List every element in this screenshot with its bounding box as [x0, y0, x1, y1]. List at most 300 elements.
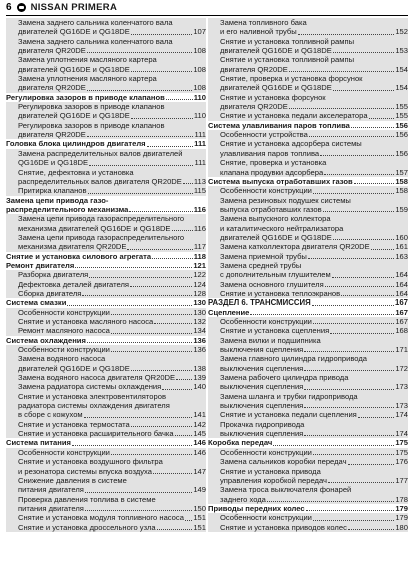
- toc-entry-text: Замена распределительных валов двигателей: [18, 148, 183, 158]
- toc-entry: [6, 373, 206, 382]
- toc-entry: [6, 420, 206, 429]
- toc-entry: [208, 382, 408, 391]
- leader-dots: [289, 107, 395, 109]
- toc-entry-text: выключения сцепления: [220, 401, 304, 411]
- leader-dots: [333, 51, 395, 53]
- leader-dots: [166, 98, 193, 100]
- leader-dots: [75, 266, 192, 268]
- toc-entry-text: Замена приемной трубы: [220, 251, 307, 261]
- leader-dots: [129, 210, 192, 212]
- toc-entry-text: Замена главного цилиндра гидропривода: [220, 354, 367, 364]
- toc-entry-text: Замена цепи привода газо-: [6, 195, 109, 205]
- toc-heading: [6, 438, 206, 447]
- toc-entry: [208, 429, 408, 438]
- toc-page-number: 122: [193, 270, 206, 280]
- toc-entry-text: Система смазки: [6, 298, 67, 308]
- toc-entry: [208, 74, 408, 83]
- toc-entry: [6, 121, 206, 130]
- toc-entry-text: Система охлаждения: [6, 335, 86, 345]
- leader-dots: [87, 135, 194, 137]
- leader-dots: [369, 117, 395, 119]
- toc-entry-text: Головка блока цилиндров двигателя: [6, 139, 146, 149]
- toc-page-number: 173: [395, 401, 408, 411]
- toc-entry-text: Ремонт двигателя: [6, 260, 75, 270]
- toc-entry: [208, 27, 408, 36]
- toc-entry-text: питания двигателя: [18, 485, 84, 495]
- toc-page-number: 164: [395, 288, 408, 298]
- toc-page-number: 110: [193, 92, 206, 102]
- toc-entry-text: Особенности конструкции: [220, 513, 312, 523]
- toc-entry-text: и резонатора системы впуска воздуха: [18, 466, 152, 476]
- toc-page-number: 153: [395, 46, 408, 56]
- toc-page-number: 156: [395, 148, 408, 158]
- toc-entry-text: Замена троса выключателя фонарей: [220, 485, 352, 495]
- leader-dots: [320, 154, 394, 156]
- toc-entry-text: Снятие, проверка и установка: [220, 158, 327, 168]
- toc-entry-text: Снятие и установка расширительного бачка: [18, 429, 174, 439]
- toc-entry: [208, 149, 408, 158]
- toc-entry: [208, 261, 408, 270]
- leader-dots: [330, 332, 394, 334]
- leader-dots: [351, 126, 394, 128]
- toc-entry-text: Приводы передних колес: [208, 503, 305, 513]
- leader-dots: [85, 509, 192, 511]
- toc-page-number: 146: [193, 447, 206, 457]
- toc-page-number: 108: [193, 64, 206, 74]
- leader-dots: [250, 313, 394, 315]
- toc-entry: [6, 457, 206, 466]
- toc-entry-text: двигателей QG16DE и QG18DE: [18, 27, 130, 37]
- toc-entry-text: Снятие, проверка и установка форсунок: [220, 74, 363, 84]
- toc-entry-text: Снятие и установка топливной рампы: [220, 55, 355, 65]
- toc-heading: [6, 252, 206, 261]
- leader-dots: [185, 519, 192, 521]
- leader-dots: [131, 33, 193, 35]
- leader-dots: [358, 416, 395, 418]
- toc-page-number: 156: [395, 130, 408, 140]
- toc-entry-text: Особенности конструкции: [220, 186, 312, 196]
- toc-page-number: 161: [395, 242, 408, 252]
- toc-entry-text: двигателя QR20DE: [18, 83, 86, 93]
- toc-page-number: 158: [395, 186, 408, 196]
- toc-entry: [6, 158, 206, 167]
- toc-page-number: 111: [194, 139, 206, 149]
- toc-entry-text: Снятие и установка приводов колес: [220, 522, 347, 532]
- toc-page-number: 151: [193, 513, 206, 523]
- toc-entry: [208, 467, 408, 476]
- toc-page-number: 111: [194, 130, 206, 140]
- toc-page-number: 113: [193, 176, 206, 186]
- toc-entry-text: распределительных валов двигателя QR20DE: [18, 176, 182, 186]
- toc-page-number: 159: [395, 204, 408, 214]
- toc-entry: [208, 457, 408, 466]
- toc-page-number: 132: [193, 317, 206, 326]
- toc-entry-text: Система выпуска отработавших газов: [208, 176, 353, 186]
- toc-entry: [6, 168, 206, 177]
- toc-entry-text: Особенности конструкции: [18, 345, 110, 355]
- toc-page-number: 176: [395, 457, 408, 467]
- toc-page-number: 124: [193, 279, 206, 289]
- toc-page-number: 178: [395, 494, 408, 504]
- toc-entry: [6, 130, 206, 139]
- toc-page-number: 134: [193, 326, 206, 336]
- toc-page-number: 116: [193, 223, 206, 233]
- leader-dots: [153, 472, 192, 474]
- toc-page-number: 149: [193, 485, 206, 495]
- toc-entry-text: двигателей QG16DE и QG18DE: [18, 64, 130, 74]
- leader-dots: [354, 182, 395, 184]
- header-rule: [6, 15, 408, 16]
- toc-page-number: 108: [193, 46, 206, 56]
- toc-entry-text: Замена сальников коробки передач: [220, 457, 347, 467]
- toc-entry: [6, 308, 206, 317]
- toc-entry-text: Снятие, дефектовка и установка: [18, 167, 134, 177]
- toc-entry: [6, 46, 206, 55]
- toc-entry: [6, 270, 206, 279]
- toc-page-number: 136: [193, 335, 206, 345]
- toc-entry: [6, 364, 206, 373]
- toc-entry: [6, 345, 206, 354]
- toc-page-number: 130: [193, 298, 206, 308]
- toc-entry-text: Снятие и установка привода: [220, 466, 321, 476]
- toc-page-number: 118: [193, 251, 206, 261]
- toc-page-number: 147: [193, 466, 206, 476]
- toc-page-number: 179: [395, 503, 408, 513]
- toc-page-number: 174: [395, 429, 408, 439]
- toc-entry-text: в сборе с кожухом: [18, 410, 83, 420]
- toc-entry: [208, 242, 408, 251]
- toc-entry: [208, 130, 408, 139]
- toc-heading: [6, 139, 206, 148]
- leader-dots: [333, 89, 395, 91]
- toc-entry-text: Сцепление: [208, 307, 250, 317]
- toc-entry: [6, 149, 206, 158]
- toc-page-number: 154: [395, 64, 408, 74]
- toc-page-number: 156: [395, 120, 408, 130]
- leader-dots: [85, 491, 192, 493]
- leader-dots: [88, 192, 193, 194]
- toc-entry: [6, 186, 206, 195]
- leader-dots: [87, 51, 193, 53]
- toc-entry: [208, 83, 408, 92]
- toc-entry-text: Снятие и установка термостата: [18, 419, 130, 429]
- leader-dots: [289, 70, 395, 72]
- toc-entry: [6, 74, 206, 83]
- toc-entry: [6, 65, 206, 74]
- toc-entry-text: двигателя QR20DE: [220, 102, 288, 112]
- nissan-logo-icon: [17, 3, 26, 12]
- toc-page-number: 177: [395, 475, 408, 485]
- toc-entry: [208, 280, 408, 289]
- leader-dots: [313, 192, 394, 194]
- toc-column-right: [208, 18, 408, 532]
- toc-entry: [208, 523, 408, 532]
- toc-entry-text: Снятие и установка электровентиляторов: [18, 391, 167, 401]
- toc-page-number: 150: [193, 503, 206, 513]
- toc-entry-text: Снятие и установка теплоэкранов: [220, 288, 341, 298]
- leader-dots: [313, 453, 394, 455]
- toc-entry: [6, 233, 206, 242]
- toc-entry-text: питания двигателя: [18, 503, 84, 513]
- toc-entry-text: Замена цепи привода газораспределительного: [18, 232, 185, 242]
- toc-entry-text: РАЗДЕЛ 6. ТРАНСМИССИЯ: [208, 298, 311, 308]
- leader-dots: [111, 453, 192, 455]
- toc-entry-text: двигателя QR20DE: [220, 64, 288, 74]
- toc-entry-text: двигателей QG16DE и QG18DE: [220, 46, 332, 56]
- toc-page-number: 180: [395, 522, 408, 532]
- toc-entry: [208, 111, 408, 120]
- toc-page-number: 155: [395, 102, 408, 112]
- leader-dots: [131, 117, 193, 119]
- leader-dots: [304, 350, 394, 352]
- toc-page-number: 141: [193, 410, 206, 420]
- toc-entry: [208, 233, 408, 242]
- toc-page-number: 163: [395, 251, 408, 261]
- leader-dots: [72, 444, 192, 446]
- toc-entry-text: Замена водяного насоса: [18, 354, 106, 364]
- toc-entry-text: и каталитического нейтрализатора: [220, 223, 344, 233]
- toc-heading: [6, 261, 206, 270]
- leader-dots: [348, 463, 395, 465]
- toc-page-number: 146: [193, 438, 206, 448]
- toc-entry: [6, 242, 206, 251]
- toc-entry-text: Особенности конструкции: [220, 447, 312, 457]
- leader-dots: [273, 444, 394, 446]
- toc-entry-text: двигателя QR20DE: [18, 46, 86, 56]
- toc-entry-text: радиатора системы охлаждения двигателя: [18, 401, 170, 411]
- leader-dots: [147, 145, 194, 147]
- leader-dots: [131, 70, 193, 72]
- toc-entry: [208, 354, 408, 363]
- leader-dots: [308, 257, 394, 259]
- toc-page-number: 164: [395, 279, 408, 289]
- toc-entry: [6, 280, 206, 289]
- toc-entry-text: Замена выпускного коллектора: [220, 214, 331, 224]
- toc-entry-text: выключения сцепления: [220, 363, 304, 373]
- toc-entry-text: выключения сцепления: [220, 429, 304, 439]
- toc-entry: [6, 448, 206, 457]
- toc-page-number: 110: [193, 111, 206, 121]
- toc-entry-text: Регулировка зазоров в приводе клапанов: [18, 120, 165, 130]
- toc-entry-text: Снятие и установка топливной рампы: [220, 36, 355, 46]
- toc-entry: [208, 410, 408, 419]
- toc-column-left: [6, 18, 206, 532]
- toc-page-number: 167: [395, 317, 408, 326]
- toc-entry: [208, 65, 408, 74]
- toc-entry-text: выпуска отработавших газов: [220, 204, 322, 214]
- toc-page-number: 168: [395, 326, 408, 336]
- toc-page-number: 152: [395, 27, 408, 37]
- toc-entry-text: управления коробкой передач: [220, 475, 327, 485]
- leader-dots: [111, 332, 192, 334]
- toc-page-number: 174: [395, 410, 408, 420]
- toc-entry-text: Особенности конструкции: [18, 447, 110, 457]
- toc-entry-text: Замена основного глушителя: [220, 279, 324, 289]
- toc-entry: [6, 27, 206, 36]
- toc-entry-text: Замена резиновых подушек системы: [220, 195, 351, 205]
- toc-entry-text: Снижение давления в системе: [18, 475, 127, 485]
- leader-dots: [348, 528, 394, 530]
- toc-entry-text: Снятие и установка педали сцепления: [220, 410, 357, 420]
- toc-entry-text: Снятие и установка масляного насоса: [18, 317, 154, 326]
- toc-page-number: 116: [193, 204, 206, 214]
- leader-dots: [312, 304, 394, 306]
- toc-entry: [208, 139, 408, 148]
- toc-page-number: 115: [193, 186, 206, 196]
- toc-entry-text: и его наливной трубы: [220, 27, 297, 37]
- toc-entry: [6, 429, 206, 438]
- toc-entry-text: Регулировка зазоров в приводе клапанов: [6, 92, 165, 102]
- leader-dots: [324, 173, 394, 175]
- toc-page-number: 130: [193, 307, 206, 317]
- toc-entry: [6, 214, 206, 223]
- toc-entry-text: Снятие и установка воздушного фильтра: [18, 457, 163, 467]
- leader-dots: [304, 406, 394, 408]
- toc-entry: [208, 37, 408, 46]
- toc-entry-text: Замена радиатора системы охлаждения: [18, 382, 162, 392]
- toc-entry-text: улавливания паров топлива: [220, 148, 320, 158]
- leader-dots: [131, 425, 193, 427]
- leader-dots: [313, 519, 394, 521]
- toc-entry: [6, 111, 206, 120]
- toc-entry: [6, 18, 206, 27]
- toc-entry-text: QG16DE и QG18DE: [18, 158, 89, 168]
- toc-page-number: 111: [194, 158, 206, 168]
- toc-entry-text: Замена шланга и трубки гидропривода: [220, 391, 358, 401]
- toc-entry: [6, 83, 206, 92]
- toc-entry: [208, 513, 408, 522]
- toc-entry: [6, 317, 206, 326]
- toc-entry: [6, 401, 206, 410]
- toc-entry-text: с дополнительным глушителем: [220, 270, 331, 280]
- toc-entry-text: Прокачка гидропривода: [220, 419, 305, 429]
- toc-entry-text: двигателей QG16DE и QG18DE: [220, 232, 332, 242]
- leader-dots: [371, 248, 395, 250]
- toc-entry-text: выключения сцепления: [220, 345, 304, 355]
- toc-entry-text: Коробка передач: [208, 438, 273, 448]
- toc-heading: [208, 121, 408, 130]
- toc-entry: [208, 345, 408, 354]
- toc-entry-text: заднего хода: [220, 494, 266, 504]
- toc-entry: [208, 270, 408, 279]
- running-header-title: NISSAN PRIMERA: [30, 1, 118, 13]
- toc-entry-text: Замена вилки и подшипника: [220, 335, 321, 345]
- toc-entry: [208, 392, 408, 401]
- toc-entry: [208, 252, 408, 261]
- toc-entry: [208, 214, 408, 223]
- toc-heading: [208, 177, 408, 186]
- leader-dots: [323, 210, 395, 212]
- toc-entry: [6, 495, 206, 504]
- toc-page-number: 142: [193, 419, 206, 429]
- toc-entry: [208, 196, 408, 205]
- toc-entry-text: клапана продувки адсорбера: [220, 167, 324, 177]
- toc-entry-text: Замена уплотнения масляного картера: [18, 55, 157, 65]
- toc-entry: [208, 326, 408, 335]
- leader-dots: [304, 388, 394, 390]
- toc-entry-text: Снятие и установка форсунок: [220, 92, 326, 102]
- toc-entry-text: Снятие и установка педали акселератора: [220, 111, 368, 121]
- leader-dots: [130, 285, 192, 287]
- toc-page-number: 175: [395, 447, 408, 457]
- toc-entry: [6, 392, 206, 401]
- leader-dots: [89, 164, 193, 166]
- toc-entry-text: Замена уплотнения масляного картера: [18, 74, 157, 84]
- toc-page-number: 167: [394, 298, 408, 308]
- toc-page-number: 117: [193, 242, 206, 252]
- toc-heading: [6, 196, 206, 205]
- toc-heading: [6, 93, 206, 102]
- toc-entry-text: Замена средней трубы: [220, 260, 302, 270]
- toc-heading: [208, 504, 408, 513]
- toc-page-number: 175: [395, 438, 408, 448]
- toc-entry-text: Особенности конструкции: [18, 307, 110, 317]
- toc-entry: [6, 523, 206, 532]
- leader-dots: [154, 322, 192, 324]
- toc-entry-text: Разборка двигателя: [18, 270, 89, 280]
- toc-entry: [208, 420, 408, 429]
- leader-dots: [325, 285, 395, 287]
- toc-entry-text: Особенности устройства: [220, 130, 308, 140]
- toc-entry: [208, 495, 408, 504]
- toc-page-number: 167: [395, 307, 408, 317]
- leader-dots: [328, 481, 394, 483]
- toc-entry-text: двигателей QG16DE и QG18DE: [220, 83, 332, 93]
- toc-entry: [6, 410, 206, 419]
- toc-entry: [6, 102, 206, 111]
- toc-entry-text: Проверка давления топлива в системе: [18, 494, 156, 504]
- toc-entry-text: выключения сцепления: [220, 382, 304, 392]
- toc-entry: [6, 513, 206, 522]
- toc-entry-text: Замена водяного насоса двигателя QR20DE: [18, 373, 176, 383]
- toc-entry: [6, 476, 206, 485]
- toc-entry-text: Притирка клапанов: [18, 186, 87, 196]
- toc-entry: [208, 186, 408, 195]
- toc-entry: [208, 448, 408, 457]
- toc-entry: [6, 37, 206, 46]
- toc-page-number: 138: [193, 363, 206, 373]
- leader-dots: [306, 509, 395, 511]
- toc-heading: [6, 298, 206, 307]
- toc-entry: [6, 485, 206, 494]
- toc-page-number: 140: [193, 382, 206, 392]
- toc-entry-text: двигателя QR20DE: [18, 130, 86, 140]
- leader-dots: [82, 294, 192, 296]
- page-number: 6: [6, 1, 12, 13]
- leader-dots: [172, 229, 193, 231]
- leader-dots: [267, 500, 394, 502]
- toc-entry-text: Регулировка зазоров в приводе клапанов: [18, 102, 165, 112]
- toc-entry-text: Замена заднего сальника коленчатого вала: [18, 36, 173, 46]
- toc-entry-text: Снятие и установка дроссельного узла: [18, 522, 156, 532]
- toc-entry-text: Замена топливного бака: [220, 18, 307, 27]
- toc-entry: [208, 317, 408, 326]
- toc-entry-text: Система улавливания паров топлива: [208, 120, 350, 130]
- page-header: [0, 0, 414, 14]
- toc-heading: [6, 336, 206, 345]
- toc-entry: [208, 401, 408, 410]
- toc-entry: [208, 373, 408, 382]
- leader-dots: [87, 341, 192, 343]
- toc-entry: [6, 289, 206, 298]
- toc-entry-text: Замена рабочего цилиндра привода: [220, 373, 349, 383]
- toc-entry-text: Сборка двигателя: [18, 288, 82, 298]
- toc-entry-text: двигателей QG16DE и QG18DE: [18, 111, 130, 121]
- leader-dots: [67, 304, 192, 306]
- toc-entry: [6, 177, 206, 186]
- leader-dots: [89, 276, 192, 278]
- toc-entry: [6, 55, 206, 64]
